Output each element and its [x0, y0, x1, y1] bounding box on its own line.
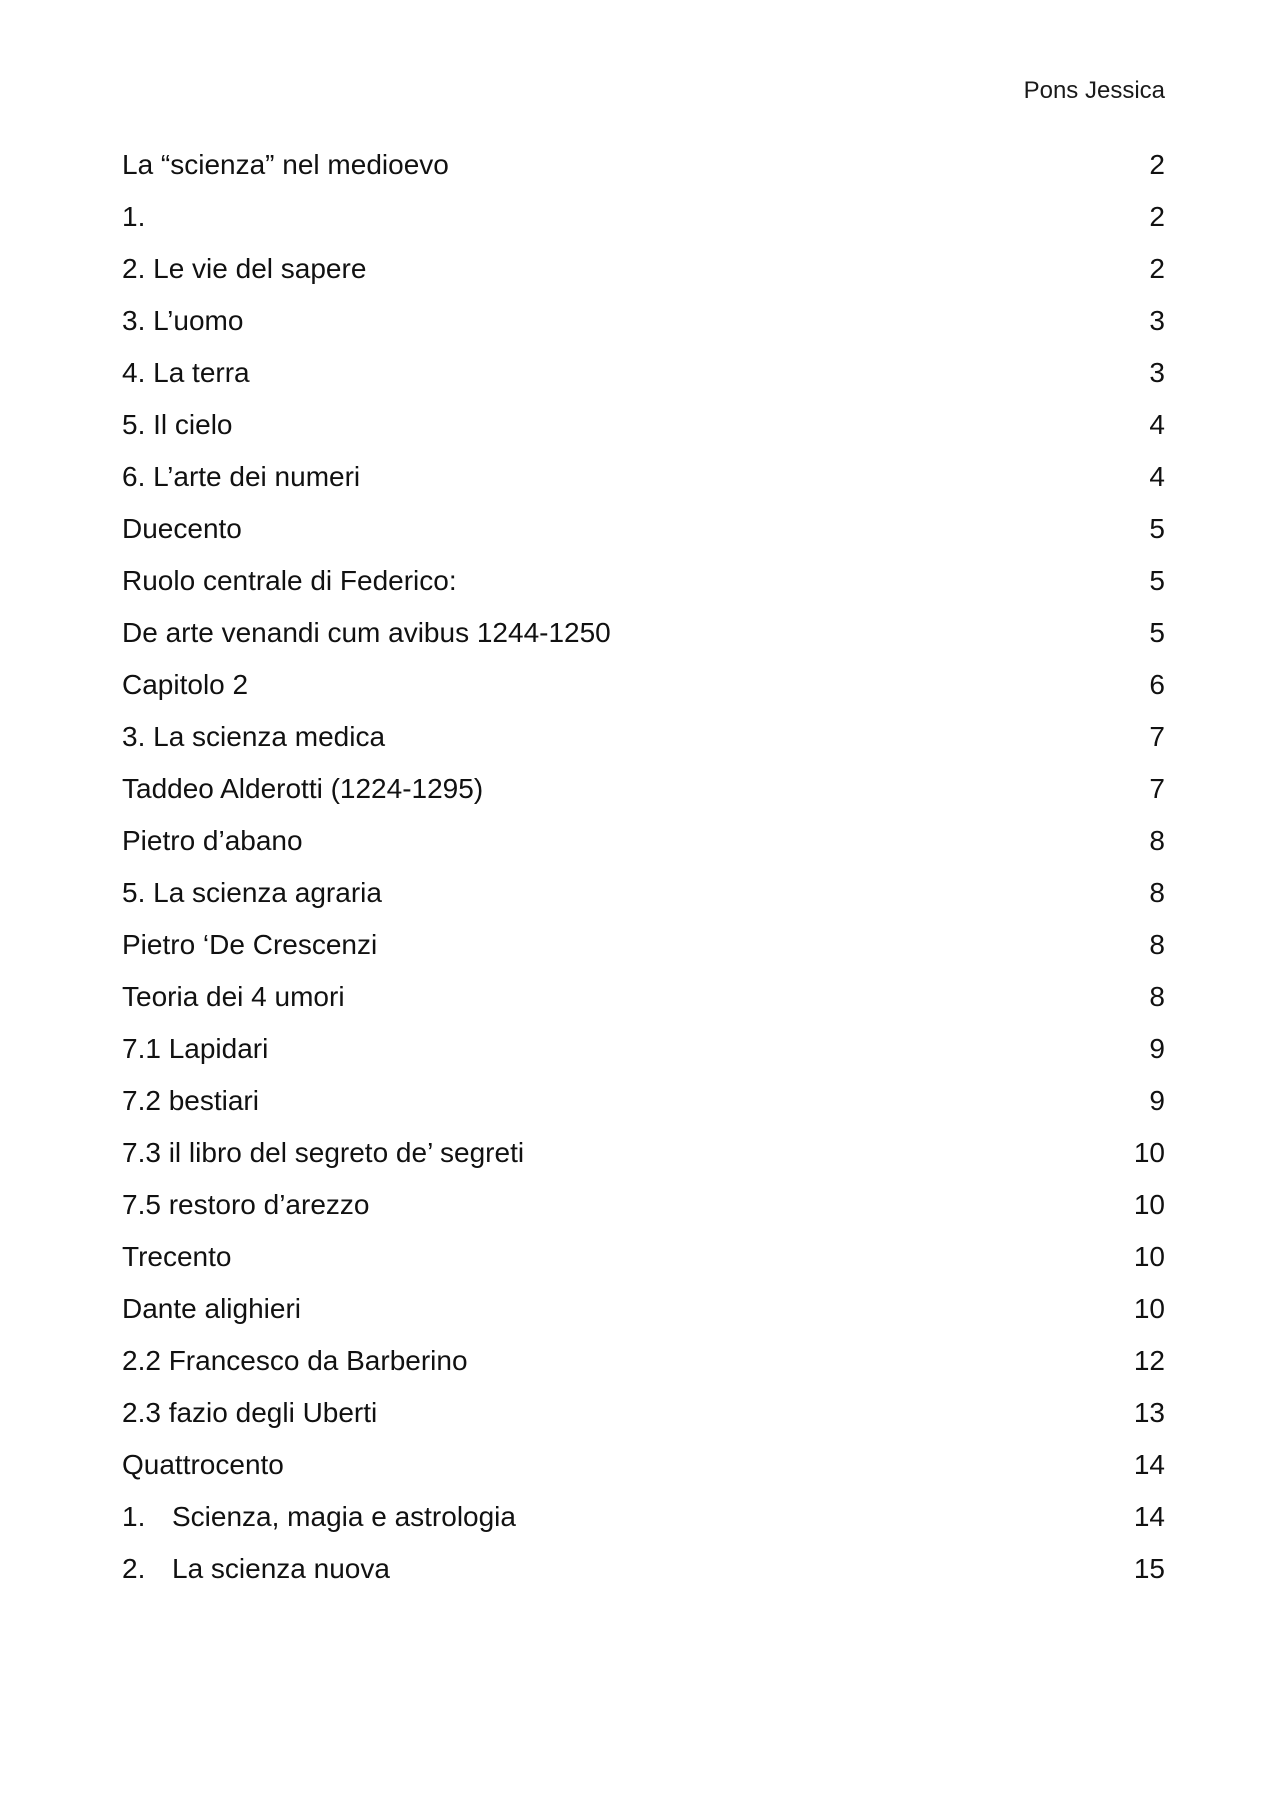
toc-entry[interactable] — [122, 720, 1165, 772]
toc-entry-page: 2 — [1149, 253, 1165, 284]
toc-entry-page: 9 — [1149, 1085, 1165, 1116]
toc-entry[interactable] — [122, 148, 1165, 200]
toc-entry-page: 12 — [1133, 1345, 1165, 1376]
toc-entry-title: Ruolo centrale di Federico: — [122, 565, 457, 596]
toc-entry-page: 3 — [1149, 305, 1165, 336]
toc-entry-page: 4 — [1149, 461, 1165, 492]
toc-entry-page: 7 — [1149, 773, 1165, 804]
toc-entry-page: 8 — [1149, 929, 1165, 960]
toc-entry-title — [122, 1500, 516, 1534]
header-author: Pons Jessica — [1023, 77, 1165, 104]
toc-entry-title: Quattrocento — [122, 1449, 284, 1480]
toc-entry-page: 2 — [1149, 149, 1165, 180]
toc-entry-title: Pietro d’abano — [122, 825, 303, 856]
toc-entry-page: 8 — [1149, 825, 1165, 856]
toc-entry[interactable] — [122, 408, 1165, 460]
toc-entry-title: Dante alighieri — [122, 1293, 301, 1324]
toc-entry[interactable] — [122, 772, 1165, 824]
toc-entry-title: 5. La scienza agraria — [122, 877, 382, 908]
toc-entry[interactable] — [122, 928, 1165, 980]
toc-entry[interactable] — [122, 668, 1165, 720]
toc-entry-text: Scienza, magia e astrologia — [172, 1501, 516, 1532]
toc-entry-title: Trecento — [122, 1241, 232, 1272]
toc-entry-title: 1. — [122, 201, 146, 232]
toc-entry-title: 4. La terra — [122, 357, 250, 388]
toc-entry[interactable] — [122, 512, 1165, 564]
toc-entry-title: 2.3 fazio degli Uberti — [122, 1397, 378, 1428]
toc-entry[interactable] — [122, 1136, 1165, 1188]
toc-entry[interactable] — [122, 304, 1165, 356]
table-of-contents — [122, 148, 1165, 1604]
toc-entry[interactable] — [122, 1032, 1165, 1084]
toc-entry-page: 10 — [1133, 1189, 1165, 1220]
toc-entry-title: 7.3 il libro del segreto de’ segreti — [122, 1137, 525, 1168]
toc-entry-page: 6 — [1149, 669, 1165, 700]
toc-entry-page: 8 — [1149, 981, 1165, 1012]
toc-entry-title: 3. La scienza medica — [122, 721, 386, 752]
toc-entry[interactable] — [122, 564, 1165, 616]
toc-entry-text: La scienza nuova — [172, 1553, 390, 1584]
toc-entry[interactable] — [122, 876, 1165, 928]
toc-entry-page: 4 — [1149, 409, 1165, 440]
toc-entry-title: Capitolo 2 — [122, 669, 249, 700]
toc-entry[interactable] — [122, 980, 1165, 1032]
toc-entry[interactable] — [122, 1396, 1165, 1448]
toc-entry-page: 10 — [1133, 1241, 1165, 1272]
toc-entry-title: La “scienza” nel medioevo — [122, 149, 449, 180]
toc-entry-title: 7.2 bestiari — [122, 1085, 259, 1116]
toc-entry-page: 10 — [1133, 1137, 1165, 1168]
toc-entry-page: 5 — [1149, 565, 1165, 596]
toc-entry-page: 7 — [1149, 721, 1165, 752]
toc-entry[interactable] — [122, 1188, 1165, 1240]
toc-entry-page: 8 — [1149, 877, 1165, 908]
toc-entry-page: 9 — [1149, 1033, 1165, 1064]
toc-entry[interactable] — [122, 824, 1165, 876]
toc-entry[interactable] — [122, 1240, 1165, 1292]
toc-entry-title: 2. Le vie del sapere — [122, 253, 367, 284]
toc-entry-title: Duecento — [122, 513, 242, 544]
toc-entry[interactable] — [122, 200, 1165, 252]
toc-entry[interactable] — [122, 1292, 1165, 1344]
toc-entry-page: 3 — [1149, 357, 1165, 388]
toc-entry-page: 15 — [1133, 1553, 1165, 1584]
toc-entry-title: De arte venandi cum avibus 1244-1250 — [122, 617, 611, 648]
toc-entry-title: 3. L’uomo — [122, 305, 244, 336]
toc-numbered-entry[interactable] — [122, 1500, 1165, 1552]
toc-entry[interactable] — [122, 460, 1165, 512]
toc-entry-number: 2. — [122, 1553, 146, 1584]
toc-entry-title: 7.1 Lapidari — [122, 1033, 269, 1064]
toc-entry-page: 5 — [1149, 513, 1165, 544]
toc-entry-page: 14 — [1133, 1501, 1165, 1532]
toc-entry-title: 5. Il cielo — [122, 409, 233, 440]
toc-entry-number: 1. — [122, 1501, 146, 1532]
toc-entry-title: Teoria dei 4 umori — [122, 981, 345, 1012]
toc-entry-title: Pietro ‘De Crescenzi — [122, 929, 378, 960]
toc-entry[interactable] — [122, 252, 1165, 304]
toc-entry-title: 6. L’arte dei numeri — [122, 461, 361, 492]
toc-entry-page: 13 — [1133, 1397, 1165, 1428]
toc-entry-title — [122, 1552, 390, 1586]
toc-entry-title: Taddeo Alderotti (1224-1295) — [122, 773, 484, 804]
toc-numbered-entry[interactable] — [122, 1552, 1165, 1604]
toc-entry-page: 10 — [1133, 1293, 1165, 1324]
toc-entry[interactable] — [122, 1448, 1165, 1500]
toc-entry-title: 2.2 Francesco da Barberino — [122, 1345, 468, 1376]
toc-entry-page: 14 — [1133, 1449, 1165, 1480]
toc-entry[interactable] — [122, 1344, 1165, 1396]
toc-entry[interactable] — [122, 356, 1165, 408]
toc-entry-page: 2 — [1149, 201, 1165, 232]
toc-entry[interactable] — [122, 1084, 1165, 1136]
toc-entry-page: 5 — [1149, 617, 1165, 648]
toc-entry[interactable] — [122, 616, 1165, 668]
toc-entry-title: 7.5 restoro d’arezzo — [122, 1189, 370, 1220]
